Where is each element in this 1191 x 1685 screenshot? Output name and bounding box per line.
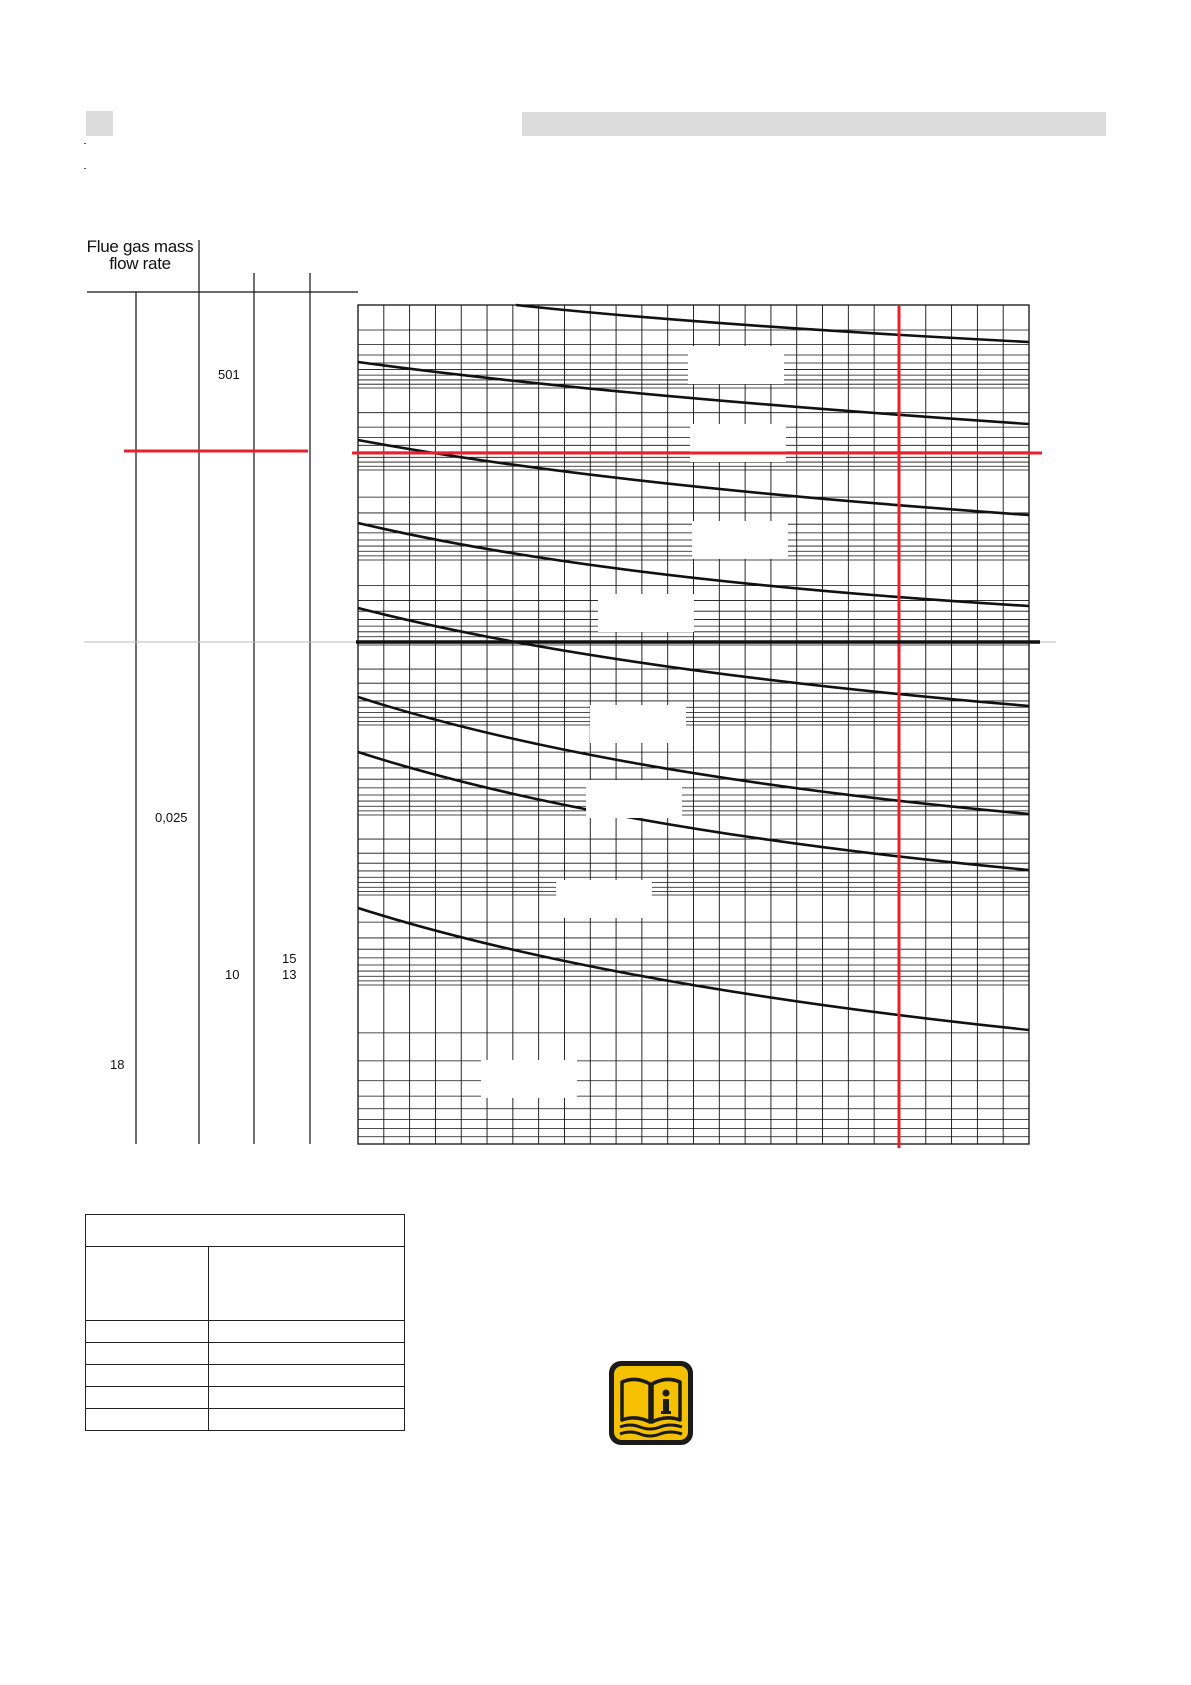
scale-label-10: 10 <box>225 967 240 982</box>
curve-label-background <box>688 346 784 384</box>
scale-label-18: 18 <box>110 1057 125 1072</box>
table-cell <box>86 1409 209 1431</box>
column-title-line2: flow rate <box>109 254 171 273</box>
curve-label-box <box>556 880 652 918</box>
table-row <box>86 1409 405 1431</box>
scale-label-15: 15 <box>282 951 297 966</box>
curve-label-background <box>692 521 788 559</box>
curve-label-box <box>598 594 694 632</box>
curve-label-box <box>481 1060 577 1098</box>
table-row <box>86 1387 405 1409</box>
curve-label-background <box>481 1060 577 1098</box>
curve-label-background <box>598 594 694 632</box>
curve-label-box <box>688 346 784 384</box>
reading-guides <box>84 305 1056 1148</box>
scale-label-13: 13 <box>282 967 297 982</box>
table-cell <box>209 1321 405 1343</box>
table-cell <box>86 1387 209 1409</box>
column-title-line1: Flue gas mass <box>86 237 194 256</box>
scale-label-0025: 0,025 <box>155 810 188 825</box>
performance-curve-1 <box>516 305 1029 342</box>
table-row <box>86 1343 405 1365</box>
table-cell <box>209 1409 405 1431</box>
table-cell <box>209 1365 405 1387</box>
curve-label-box <box>590 705 686 743</box>
table-cell <box>209 1343 405 1365</box>
legend-table <box>85 1214 405 1431</box>
curve-label-box <box>690 424 786 462</box>
table-row <box>86 1365 405 1387</box>
curve-label-background <box>586 780 682 818</box>
table-cell <box>209 1387 405 1409</box>
table-cell <box>86 1343 209 1365</box>
scale-label-501: 501 <box>218 367 240 382</box>
curve-label-box <box>692 521 788 559</box>
table-cell <box>86 1321 209 1343</box>
table-row <box>86 1321 405 1343</box>
curve-label-background <box>590 705 686 743</box>
legend-header-left <box>86 1247 209 1321</box>
table-cell <box>86 1365 209 1387</box>
curve-label-background <box>690 424 786 462</box>
curve-label-box <box>586 780 682 818</box>
flow-rate-column-title <box>80 238 200 272</box>
read-manual-info-icon <box>608 1360 694 1446</box>
curve-label-background <box>556 880 652 918</box>
legend-header-right <box>209 1247 405 1321</box>
legend-table-title <box>86 1215 405 1247</box>
